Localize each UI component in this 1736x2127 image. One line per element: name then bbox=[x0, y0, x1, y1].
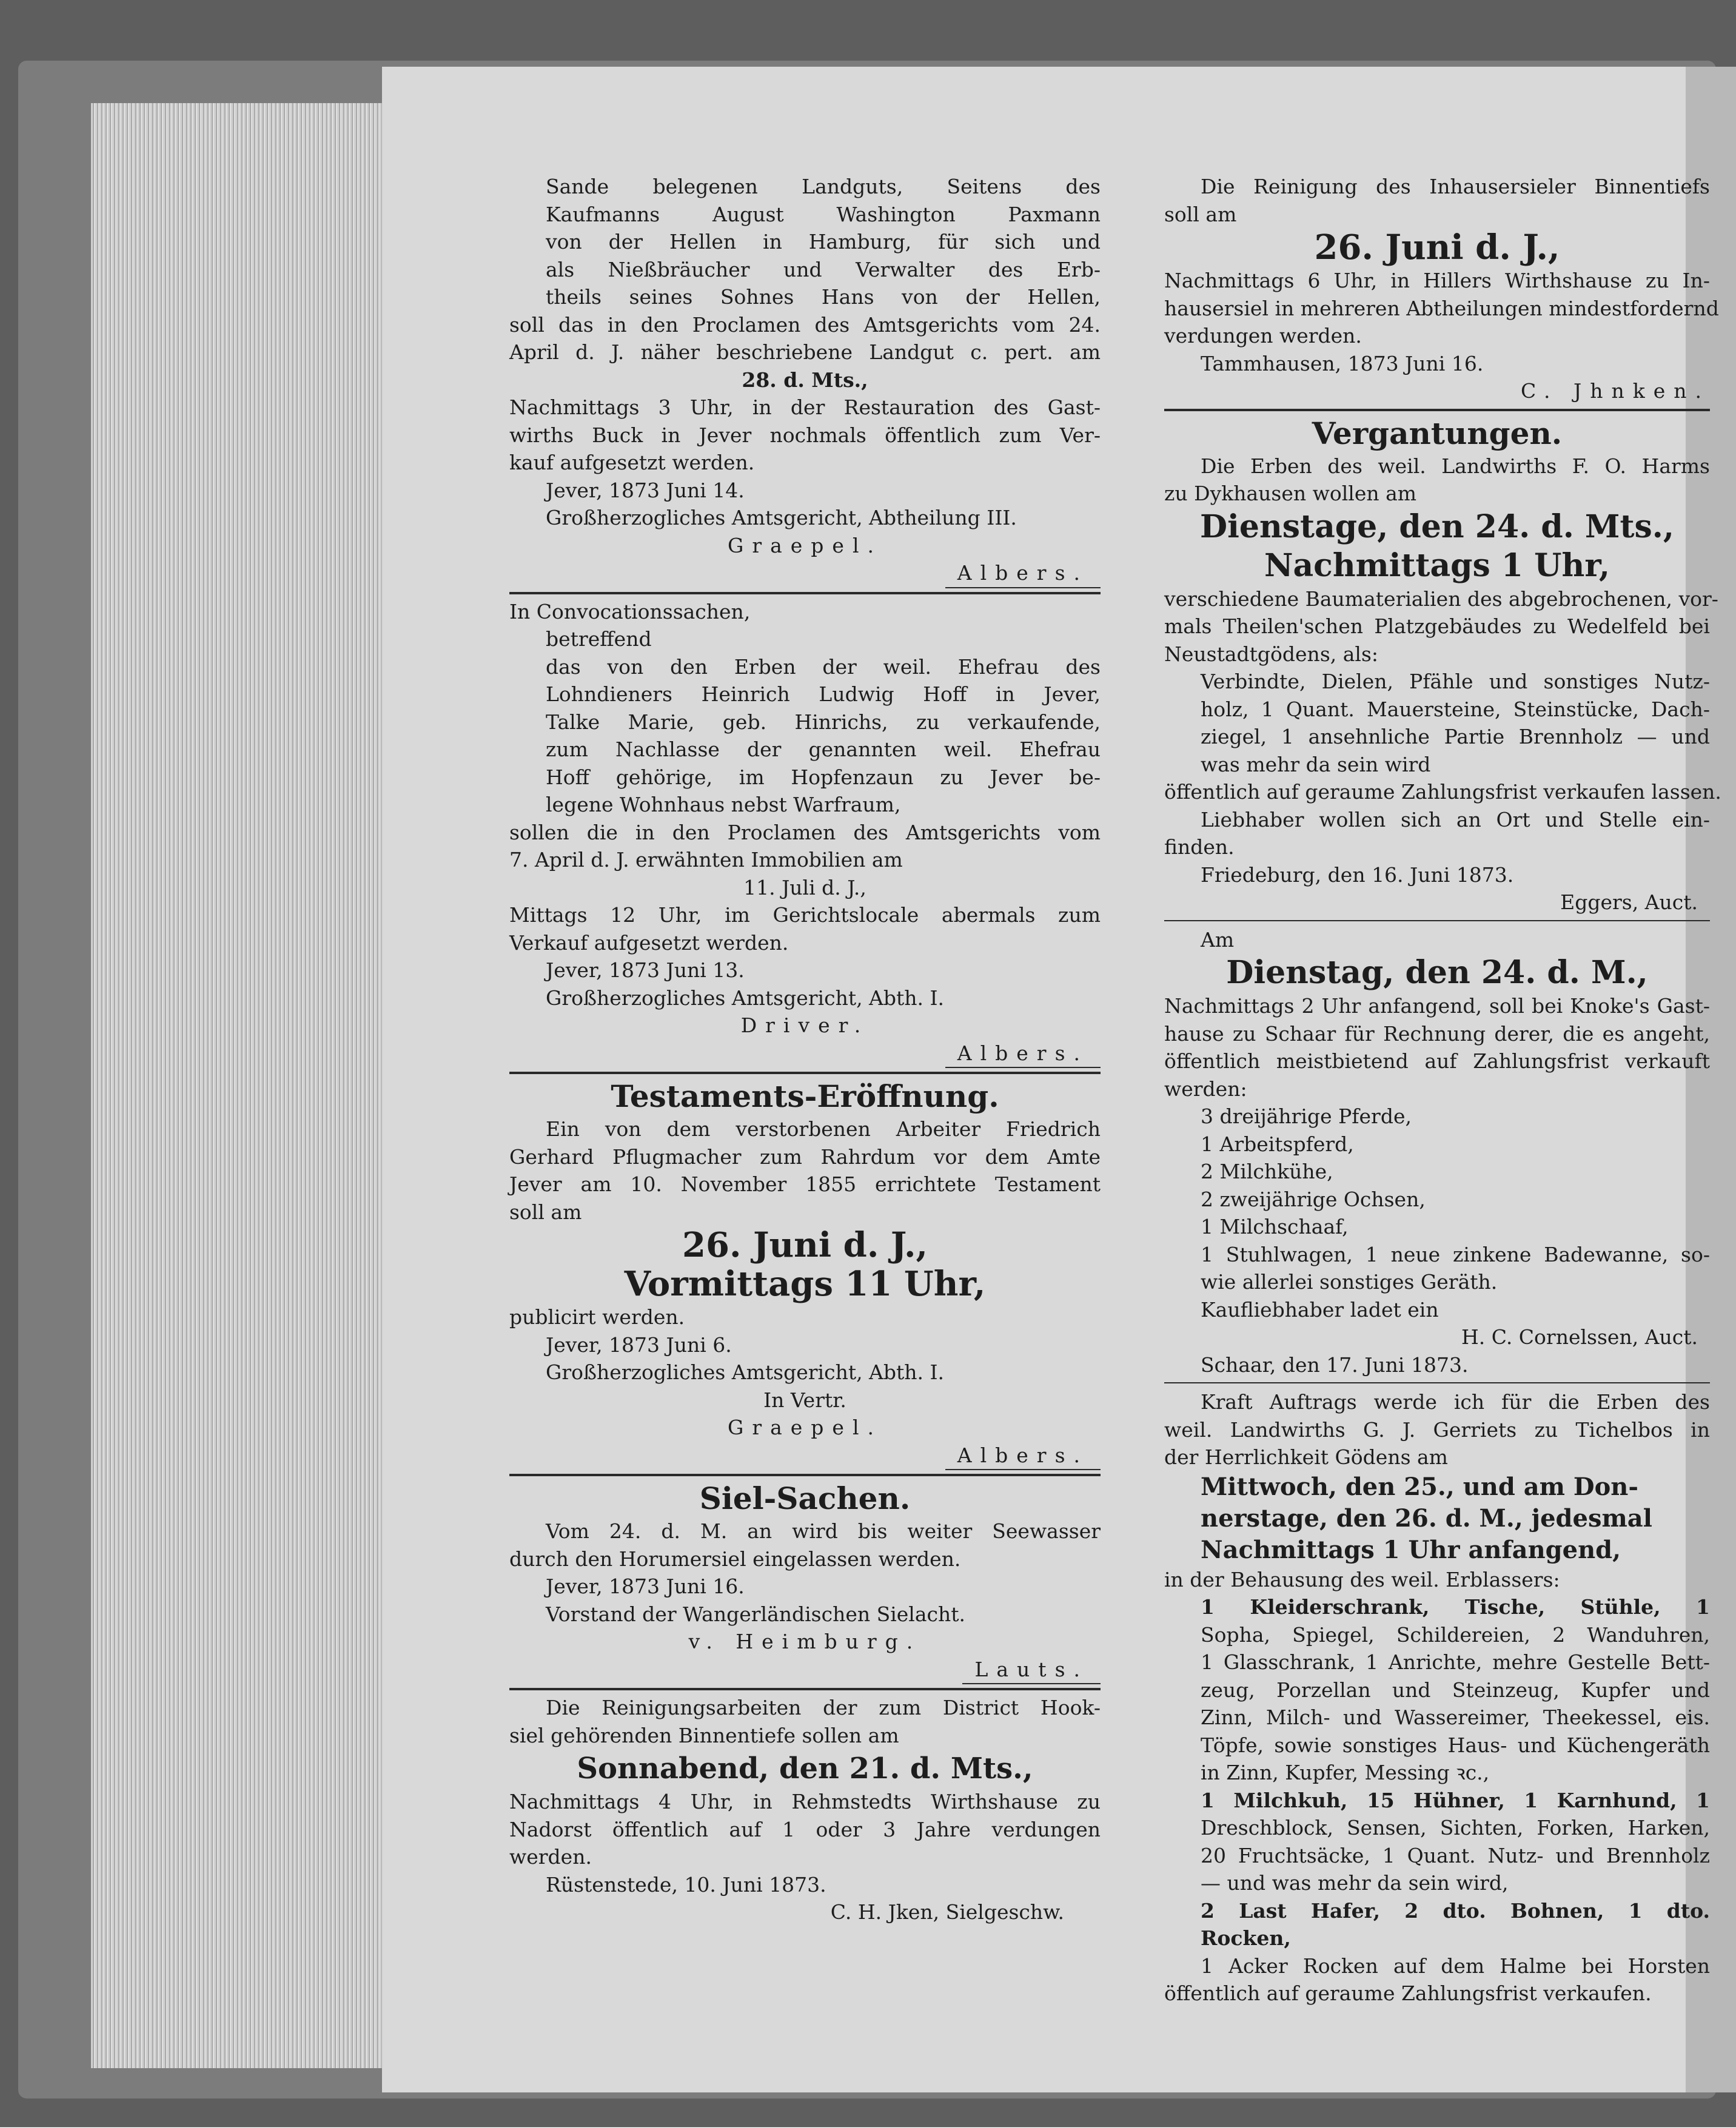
signature: v. Heimburg. bbox=[688, 1630, 922, 1653]
place-date: Jever, 1873 Juni 13. bbox=[546, 958, 745, 982]
list-item: — und was mehr da sein wird, bbox=[1201, 1871, 1509, 1895]
signature: Lauts. bbox=[962, 1656, 1101, 1685]
text-line: das von den Erben der weil. Ehefrau des bbox=[546, 654, 1101, 679]
list-item: Verbindte, Dielen, Pfähle und sonstiges Nutz- bbox=[1201, 670, 1710, 693]
signature: Albers. bbox=[945, 1442, 1101, 1471]
text-line: Verkauf aufgesetzt werden. bbox=[509, 930, 789, 955]
text-line: weil. Landwirths G. J. Gerriets zu Tichelbos in bbox=[1164, 1417, 1710, 1442]
notice-inhausersiel bbox=[1164, 173, 1719, 405]
list-item: 1 Kleiderschrank, Tische, Stühle, 1 bbox=[1201, 1595, 1710, 1619]
list-item: 1 Arbeitspferd, bbox=[1201, 1132, 1354, 1156]
text-line: verschiedene Baumaterialien des abgebrochenen, vor- bbox=[1164, 586, 1718, 611]
text-line: durch den Horumersiel eingelassen werden. bbox=[509, 1547, 961, 1571]
place-date: Friedeburg, den 16. Juni 1873. bbox=[1201, 862, 1514, 887]
text-line: siel gehörenden Binnentiefe sollen am bbox=[509, 1723, 899, 1747]
signature: Graepel. bbox=[727, 1416, 883, 1439]
divider bbox=[509, 592, 1101, 594]
notice-siel bbox=[509, 1480, 1101, 1684]
signature: C. H. Jken, Sielgeschw. bbox=[830, 1900, 1064, 1924]
notice-landgut bbox=[509, 173, 1101, 588]
text-line: zu Dykhausen wollen am bbox=[1164, 482, 1417, 505]
notice-date: 26. Juni d. J., bbox=[1314, 227, 1560, 267]
signature: Eggers, Auct. bbox=[1560, 890, 1698, 914]
place-date: Jever, 1873 Juni 16. bbox=[546, 1574, 745, 1598]
list-item: 1 Milchschaaf, bbox=[1201, 1215, 1349, 1238]
notice-time: Vormittags 11 Uhr, bbox=[624, 1264, 986, 1304]
divider bbox=[509, 1474, 1101, 1476]
text-line: als Nießbräucher und Verwalter des Erb- bbox=[546, 257, 1101, 281]
text-line: Kaufliebhaber ladet ein bbox=[1201, 1297, 1439, 1322]
signature: Graepel. bbox=[727, 533, 883, 557]
list-item: wie allerlei sonstiges Geräth. bbox=[1201, 1270, 1498, 1294]
section-heading: Siel-Sachen. bbox=[699, 1480, 911, 1516]
text-line: Die Reinigungsarbeiten der zum District Hook- bbox=[546, 1696, 1101, 1719]
text-line: soll am bbox=[509, 1200, 582, 1224]
list-item: Rocken, bbox=[1201, 1926, 1291, 1950]
place-date: Jever, 1873 Juni 14. bbox=[546, 478, 745, 502]
section-heading: Testaments-Eröffnung. bbox=[611, 1078, 999, 1114]
text-line: Gerhard Pflugmacher zum Rahrdum vor dem Amte bbox=[509, 1144, 1101, 1169]
text-line: Vom 24. d. M. an wird bis weiter Seewasser bbox=[546, 1519, 1101, 1543]
list-item: 1 Stuhlwagen, 1 neue zinkene Badewanne, so- bbox=[1201, 1242, 1710, 1266]
notice-convocation bbox=[509, 598, 1101, 1069]
divider bbox=[1164, 920, 1710, 921]
text-line: publicirt werden. bbox=[509, 1305, 685, 1329]
notice-testament bbox=[509, 1078, 1101, 1470]
notice-date: 28. d. Mts., bbox=[742, 368, 868, 392]
text-line: von der Hellen in Hamburg, für sich und bbox=[546, 230, 1101, 254]
authority: Großherzogliches Amtsgericht, Abth. I. bbox=[546, 986, 945, 1010]
vertretung: In Vertr. bbox=[763, 1388, 846, 1412]
divider bbox=[509, 1688, 1101, 1690]
list-item: zeug, Porzellan und Steinzeug, Kupfer und bbox=[1201, 1678, 1710, 1702]
text-line: hausersiel in mehreren Abtheilungen mindestfordernd bbox=[1164, 296, 1719, 320]
text-line: legene Wohnhaus nebst Warfraum, bbox=[546, 793, 901, 816]
text-line: Liebhaber wollen sich an Ort und Stelle ein- bbox=[1201, 807, 1710, 832]
page-edges bbox=[91, 103, 385, 2068]
place-date: Schaar, den 17. Juni 1873. bbox=[1201, 1352, 1469, 1377]
text-line: Nachmittags 2 Uhr anfangend, soll bei Knoke's Gast- bbox=[1164, 994, 1710, 1018]
text-line: finden. bbox=[1164, 835, 1235, 859]
text-line: Hoff gehörige, im Hopfenzaun zu Jever be- bbox=[546, 765, 1101, 789]
notice-date: Sonnabend, den 21. d. Mts., bbox=[577, 1752, 1033, 1786]
text-line: Am bbox=[1201, 927, 1235, 952]
text-line: Jever am 10. November 1855 errichtete Testament bbox=[509, 1172, 1101, 1196]
text-line: soll das in den Proclamen des Amtsgerichts vom 24. bbox=[509, 312, 1101, 337]
divider bbox=[509, 1072, 1101, 1074]
notice-date: Dienstag, den 24. d. M., bbox=[1226, 954, 1648, 991]
text-line: In Convocationssachen, bbox=[509, 599, 751, 623]
text-line: Kraft Auftrags werde ich für die Erben des bbox=[1201, 1390, 1710, 1414]
list-item: 3 dreijährige Pferde, bbox=[1201, 1104, 1412, 1128]
notice-date: Dienstage, den 24. d. Mts., bbox=[1200, 508, 1674, 545]
list-item: 2 zweijährige Ochsen, bbox=[1201, 1187, 1426, 1211]
text-line: Mittags 12 Uhr, im Gerichtslocale abermals zum bbox=[509, 903, 1101, 927]
place-date: Rüstenstede, 10. Juni 1873. bbox=[546, 1872, 826, 1897]
list-item: 20 Fruchtsäcke, 1 Quant. Nutz- und Brennholz bbox=[1201, 1843, 1710, 1867]
text-line: Die Erben des weil. Landwirths F. O. Harms bbox=[1201, 454, 1710, 478]
notice-schaar bbox=[1164, 926, 1710, 1379]
list-item: Zinn, Milch- und Wassereimer, Theekessel, eis. bbox=[1201, 1705, 1710, 1729]
text-line: Talke Marie, geb. Hinrichs, zu verkaufende, bbox=[546, 710, 1101, 734]
list-item: 2 Last Hafer, 2 dto. Bohnen, 1 dto. bbox=[1201, 1898, 1710, 1923]
text-line: mals Theilen'schen Platzgebäudes zu Wedelfeld bei bbox=[1164, 614, 1710, 638]
text-line: in der Behausung des weil. Erblassers: bbox=[1164, 1567, 1560, 1591]
authority: Vorstand der Wangerländischen Sielacht. bbox=[546, 1602, 966, 1626]
divider bbox=[1164, 1382, 1710, 1383]
notice-date: 11. Juli d. J., bbox=[743, 875, 866, 899]
notice-vergantungen bbox=[1164, 415, 1721, 916]
signature: C. Jhnken. bbox=[1520, 379, 1710, 403]
divider bbox=[1164, 409, 1710, 411]
signature: Driver. bbox=[740, 1013, 870, 1037]
text-line: kauf aufgesetzt werden. bbox=[509, 451, 755, 474]
text-line: Nachmittags 6 Uhr, in Hillers Wirthshause zu In- bbox=[1164, 269, 1710, 292]
text-line: Nachmittags 3 Uhr, in der Restauration des Gast- bbox=[509, 395, 1101, 419]
text-line: soll am bbox=[1164, 202, 1237, 226]
left-column bbox=[509, 173, 1101, 1926]
list-item: was mehr da sein wird bbox=[1201, 752, 1431, 776]
text-line: Ein von dem verstorbenen Arbeiter Friedrich bbox=[546, 1117, 1101, 1141]
text-line: werden: bbox=[1164, 1077, 1247, 1101]
signature: Albers. bbox=[945, 1040, 1101, 1069]
text-line: Sande belegenen Landguts, Seitens des bbox=[546, 175, 1101, 198]
list-item: holz, 1 Quant. Mauersteine, Steinstücke, Dach- bbox=[1201, 697, 1710, 721]
notice-date: 26. Juni d. J., bbox=[682, 1225, 928, 1265]
text-line: Neustadtgödens, als: bbox=[1164, 642, 1379, 666]
list-item: in Zinn, Kupfer, Messing ꝛc., bbox=[1201, 1761, 1490, 1784]
auction-date: Mittwoch, den 25., und am Don- bbox=[1201, 1472, 1638, 1501]
list-item: 1 Milchkuh, 15 Hühner, 1 Karnhund, 1 bbox=[1201, 1788, 1710, 1812]
text-line: Nachmittags 4 Uhr, in Rehmstedts Wirthshause zu bbox=[509, 1790, 1101, 1813]
text-line: wirths Buck in Jever nochmals öffentlich zum Ver- bbox=[509, 423, 1101, 447]
text-line: Kaufmanns August Washington Paxmann bbox=[546, 202, 1101, 226]
signature: H. C. Cornelssen, Auct. bbox=[1461, 1325, 1698, 1349]
authority: Großherzogliches Amtsgericht, Abth. I. bbox=[546, 1360, 945, 1384]
list-item: 2 Milchkühe, bbox=[1201, 1160, 1333, 1183]
text-line: werden. bbox=[509, 1845, 592, 1869]
text-line: sollen die in den Proclamen des Amtsgerichts vom bbox=[509, 820, 1101, 844]
list-item: 1 Glasschrank, 1 Anrichte, mehre Gestelle Bett- bbox=[1201, 1650, 1710, 1674]
text-line: Nadorst öffentlich auf 1 oder 3 Jahre verdungen bbox=[509, 1817, 1101, 1841]
text-line: öffentlich auf geraume Zahlungsfrist verkaufen lassen. bbox=[1164, 780, 1721, 804]
text-line: verdungen werden. bbox=[1164, 324, 1362, 348]
list-item: 1 Acker Rocken auf dem Halme bei Horsten bbox=[1201, 1954, 1710, 1978]
text-line: hause zu Schaar für Rechnung derer, die es angeht, bbox=[1164, 1021, 1710, 1046]
text-line: theils seines Sohnes Hans von der Hellen, bbox=[546, 285, 1101, 309]
right-column bbox=[1164, 173, 1721, 2008]
notice-hooksiel bbox=[509, 1694, 1101, 1926]
place-date: Jever, 1873 Juni 6. bbox=[546, 1332, 732, 1357]
authority: Großherzogliches Amtsgericht, Abtheilung III. bbox=[546, 506, 1017, 529]
text-line: zum Nachlasse der genannten weil. Ehefrau bbox=[546, 738, 1101, 761]
auction-time: Nachmittags 1 Uhr anfangend, bbox=[1201, 1535, 1621, 1564]
notice-tichelbos bbox=[1164, 1388, 1710, 2008]
text-line: der Herrlichkeit Gödens am bbox=[1164, 1445, 1448, 1469]
list-item: Sopha, Spiegel, Schildereien, 2 Wanduhren, bbox=[1201, 1622, 1710, 1647]
section-heading: Vergantungen. bbox=[1312, 415, 1563, 451]
text-line: öffentlich meistbietend auf Zahlungsfrist verkauft bbox=[1164, 1049, 1710, 1073]
text-line: betreffend bbox=[546, 627, 652, 651]
text-line: April d. J. näher beschriebene Landgut c. pert. am bbox=[509, 340, 1101, 364]
list-item: Dreschblock, Sensen, Sichten, Forken, Harken, bbox=[1201, 1816, 1710, 1840]
notice-time: Nachmittags 1 Uhr, bbox=[1264, 546, 1610, 584]
place-date: Tammhausen, 1873 Juni 16. bbox=[1201, 351, 1484, 375]
list-item: ziegel, 1 ansehnliche Partie Brennholz — und bbox=[1201, 725, 1710, 748]
auction-date: nerstage, den 26. d. M., jedesmal bbox=[1201, 1504, 1652, 1533]
list-item: Töpfe, sowie sonstiges Haus- und Küchengeräth bbox=[1201, 1733, 1710, 1757]
text-line: öffentlich auf geraume Zahlungsfrist verkaufen. bbox=[1164, 1981, 1652, 2005]
signature: Albers. bbox=[945, 559, 1101, 588]
text-line: Die Reinigung des Inhausersieler Binnentiefs bbox=[1201, 175, 1710, 198]
text-line: 7. April d. J. erwähnten Immobilien am bbox=[509, 848, 903, 872]
text-line: Lohndieners Heinrich Ludwig Hoff in Jever, bbox=[546, 682, 1101, 706]
